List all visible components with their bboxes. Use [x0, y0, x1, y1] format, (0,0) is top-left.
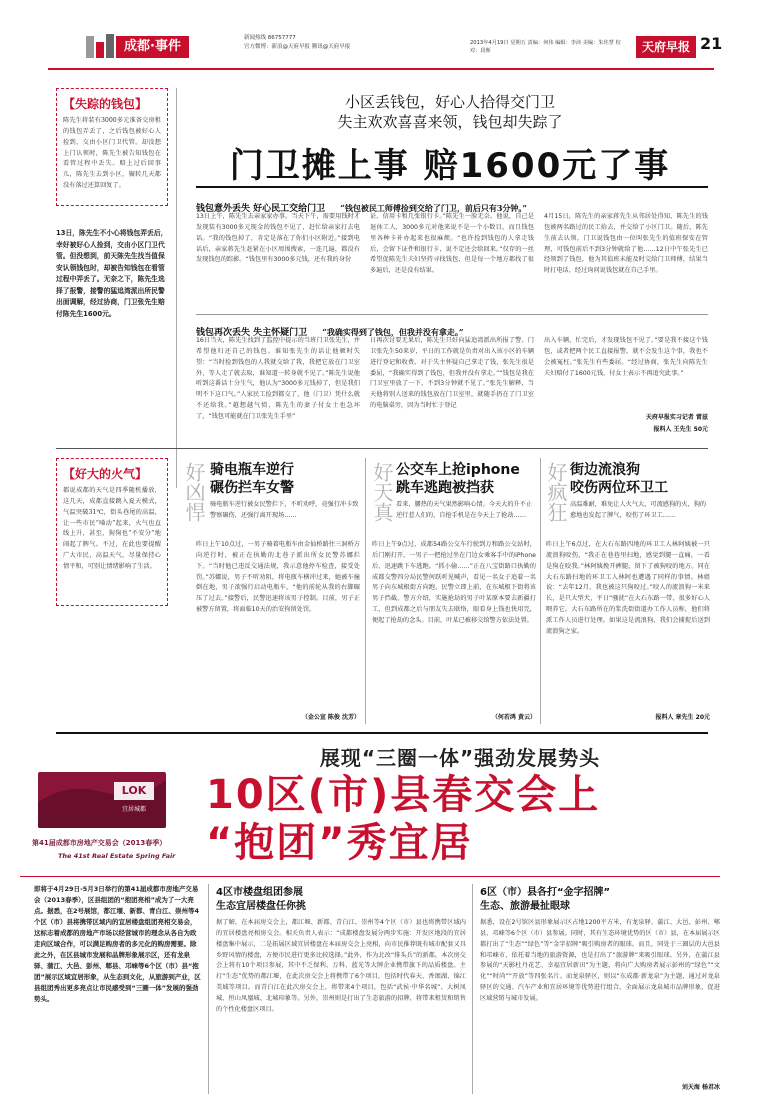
story3-lead: 高温难耐，难免让人火气大，可流感狗的火，狗的愈地也发起了脾气，咬伤了环卫工……	[570, 501, 707, 519]
story2-headline	[396, 462, 536, 497]
weibo-info: 官方微博：新浪@天府早报 腾讯@天府早报	[244, 43, 351, 50]
headline-line: 骑电瓶车逆行	[210, 462, 294, 478]
section-rule	[56, 732, 708, 734]
sidebar-title: 【好大的火气】	[63, 467, 148, 481]
deco-text: 好凶悍	[182, 462, 206, 522]
section-divider	[56, 448, 708, 449]
section1-head: 钱包意外丢失 好心民工交给门卫	[196, 204, 326, 214]
page-number: 21	[700, 34, 723, 53]
expo-title-cn: 第41届成都市房地产交易会（2013春季）	[32, 839, 167, 847]
sidebar-body: 陈先生将装有3000多元准备交房租的钱包弄丢了，之后钱包被好心人捡到，交由小区门卫代管。却没想上门认领时，陈先生被告知钱包在看管过程中丢失。赔上过后回事儿，陈先生去到小区，辗转几天都没有落过还算回复了。	[63, 117, 161, 190]
property-intro: 即将于4月29日-5月3日举行的第41届成都市房地产交易会（2013春季），区县组团的“抱团亮相”成为了一大亮点。据悉，在2号展馆，都江堰、新都、青白江、崇州等4个区（市）县将携带区域内的宜居楼盘组团亮相交易会，这标志着成都的房地产市场以经营城市的理念从各自为政走向区域合作，可以满足购房者的多元化的购房需要。除此之外，在区县城市发展和品牌形象展示区，还有龙泉驿、蒲江、大邑、彭州、郫县、邛崃等6个区（市）县“抱团”展示区域宜居形象，从生态到文化，从旅游到产业，区县组团秀出更多亮点让市民感受到“三圈一体”发展的强劲势头。	[34, 885, 201, 1004]
expo-title-en: The 41st Real Estate Spring Fair	[58, 852, 176, 860]
subtitle-line: 4区市楼盘组团参展	[216, 887, 303, 898]
summary-text: 13日，陈先生不小心将钱包弄丢后，幸好被好心人捡到，交由小区门卫代管。但没想到，前天陈先生找当值保安认领钱包时，却被告知钱包在看管过程中弄丢了。无奈之下，陈先生选择了报警，接警的猛追湾派出所民警出面调解，经过协商，门卫张先生赔付陈先生1600元。	[56, 229, 168, 318]
property-kicker: 展现“三圈一体”强劲发展势头	[319, 746, 601, 770]
property-headline-line2: “抱团”秀宜居	[206, 820, 473, 866]
headline-line: 街边流浪狗	[570, 462, 640, 478]
hotline: 新闻热线 86757777	[244, 35, 296, 41]
story2-lead: 看来，腰热的天气果然影响心情。今天大的升不止逆行惹人们的，自抢手机是在今天上了抢劫……	[396, 501, 533, 519]
story1-body: 昨日上午10点过，一男子骑着电瓶车由金仙桥路往三洞桥方向逆行时，被正在执勤的北巷子派出所女民警苏娜拦下。“当时他已违反交通法规，我示意他停车检查，接受处罚。”苏娜说，男子不听劝阻，将电瓶车横冲过来，她被车撞倒在地，男子欲强行启动电瓶车，“他的前轮从我的右脚碾压了过去。”接警后，民警迅速将该男子控制。目前，男子正被警方留置，将面临10天的治安拘留处罚。	[196, 541, 360, 614]
sub2-title	[480, 886, 720, 914]
byline-tipster: 报料人 王先生 50元	[653, 426, 708, 433]
headline-line: 公交车上抢iphone	[396, 462, 520, 478]
story1-byline: （金公宣 陈俊 沈芳）	[301, 714, 360, 721]
kicker-line-1: 小区丢钱包，好心人拾得交门卫	[344, 93, 555, 111]
contact-info	[244, 34, 350, 52]
main-headline: 门卫摊上事 赔1600元了事	[229, 146, 671, 186]
sub1-title	[216, 886, 456, 914]
column-divider	[365, 458, 366, 724]
logo-sub: 宜居城都	[121, 806, 146, 813]
column-divider	[176, 88, 177, 488]
sidebar-summary	[56, 228, 168, 388]
sidebar-lost-wallet	[56, 88, 168, 206]
story3-body: 昨日上午6点过，在大石东路四地的环卫工人林阿姨被一只流浪狗咬伤，“我正在巷巷里扫地，感觉到腿一直痛，一看是狗在咬我。”林阿姨挽开裤腿，留下了被狗咬的地方。同在大石东路扫地的环卫工人林阿也遭遇了同样的事情。林姐说：“去年12月，我也被这只狗咬过。”咬人的流浪狗一米来长，是只大型犬，平日“骚扰”在大石东路一带，很多好心人喂养它。大石东路所在的浆洗街街道办工作人员称，他们将派工作人员进行处理。如果这是流浪狗，我们会捕捉后送到流浪狗之家。	[546, 541, 710, 635]
byline-reporter: 天府早报实习记者 雷兹	[645, 414, 708, 421]
story1-lead: 骑电瓶车逆行被女民警拦下，不听劝呼，竟强行冲卡致警察碾伤，还强行离开现场……	[210, 501, 359, 519]
subtitle-line: 生态宜居楼盘任你挑	[216, 901, 306, 912]
column-divider	[472, 884, 473, 1094]
main-kicker	[190, 92, 710, 133]
column-divider	[540, 458, 541, 724]
property-byline: 刘天海 杨君冰	[681, 1084, 720, 1091]
section-divider	[20, 876, 720, 877]
story3-headline	[570, 462, 710, 497]
property-headline-line1: 10区(市)县春交会上	[206, 772, 601, 818]
section1-col1: 13日上午，陈先生去亲家家办事。当天下午，需要用钱时才发现装有3000多元现金的钱包不见了，赶忙给亲家打去电话。“我的钱包掉了，肯定是落在了你们小区附近。”接到电话后，亲家蒋先生赶紧在小区周围搜索，一连几遍，都没有发现钱包的踪影。“钱包里有3000多元钱，还有我的身份	[196, 213, 360, 264]
brand-badge: 天府早报	[636, 36, 696, 58]
sidebar-weather	[56, 458, 168, 606]
date-editor: 2013年4月19日 星期五 责编：何伟 编辑：李沛 美编：朱佳慧 校对：段斯	[470, 40, 621, 54]
story1-headline	[210, 462, 360, 497]
expo-logo	[38, 772, 166, 828]
masthead	[0, 0, 764, 70]
deco-text: 好疯狂	[544, 462, 568, 522]
section1-col2: 证、信用卡和几张银行卡。”陈先生一脸无奈。他说，自己是退休工人，3000多元对他来说不是一个小数目，而且钱包里各种卡补办起来也很麻烦。“也许捡到钱包的人拿走钱后，会留下证件和银行卡，说不定还会给回来。”仅存的一丝希望促陈先生夫妇坚持寻找钱包，但是每一个地方都找了很多遍后，还是没有结果。	[370, 213, 534, 275]
story3-byline: 报料人 章先生 20元	[655, 714, 710, 721]
deco-text: 好天真	[370, 462, 394, 522]
column-divider	[208, 884, 209, 1094]
story2-body: 昨日上午9点过，成都54路公交车行驶到万和路公交站时，后门刚打开，一男子一把抢过坐在门边女乘客手中的iPhone后，迅速跳下车逃跑。“抓小偷……”正在八宝街路口执勤的成都交警四分局民警何跃听见喊声，看见一名女子追着一名男子向东城根街方向跑。民警立即上前，在东城根下街将该男子挡截。警方介绍，实施抢劫的男子叶某原本要去新疆打工，但到成都之后与朋友失去联络，眼看身上钱也快用完，便起了抢劫的念头。目前，叶某已被移交给警方依法处置。	[372, 541, 536, 624]
story2-byline: （何若鸿 黄云）	[491, 714, 536, 721]
section2-col1: 16日当天，陈先生找到了监控中提示的当班门卫张先生，并希望他归还自己的钱包。谁知张先生的话让他顿时失望：“当时捡到钱包的人我就交给了我，我把它放在门卫室外，等人走了就去取，谁知道一转身就不见了。”陈先生说他听到这番话十分生气，他认为“3000多元钱掉了，但是我们明不下这口气。”人家民工捡到都交了，他（门卫）凭什么就不还给我。”越想越气愤，陈先生的妻子付女士也急坏了，“钱包可能就在门卫张先生手里”	[196, 337, 360, 420]
sub1-body: 据了解，在本届房交会上，都江堰、新都、青白江、崇州等4个区（市）县也将携带区域内的宜居楼盘亮相房交会。相关负责人表示：“成都楼盘发展分两步实施：开发区地段的宜居楼盘集中展示，二是拓展区域宜居楼盘在本届房交会上亮相，向市民推荐既有城市配套又具乡野风情的楼盘，方便市民进行更多比较选择。”此外，作为北改“排头兵”的新都，本次房交会上将有10个项目参展，其中不乏保利、万科、蓝光等大牌企业携带旗下的品质楼盘。主打“生态”优势的都江堰，在此次房交会上将携带了6个项目，包括时代春天、香颂湖、锦江美域等项目。而青白江在此次房交会上，将带来4个项目，包括“武侯·中华名城”、大树凤城、恒山凤凰城、北城印象等。另外，崇州则是打出了生态旅游的招牌，将带来租赁和销售的个性化楼盘区项目。	[216, 919, 466, 1013]
section1-col3: 4月15日，陈先生的亲家蒋先生从邻居处得知，陈先生的钱包被两名路过的民工拾去，并交给了小区门卫。随后，陈先生前去认领，门卫说钱包由一位叫张先生的值班保安在管理，可钱包前后不到3分钟就给了他……12日中午张先生已经领到了钱包，他为其值班未能及时交给门卫师傅，结果当时打电话，经过询问说钱包就在自己手里。	[544, 213, 708, 275]
expo-logo-icon	[38, 772, 166, 828]
subtitle-line: 6区（市）县各打“金字招牌”	[480, 887, 611, 898]
newspaper-logo-icon	[86, 34, 114, 60]
kicker-line-2: 失主欢欢喜喜来领，钱包却失踪了	[337, 113, 563, 132]
headline-line: 跳车逃跑被挡获	[396, 479, 494, 496]
section2-col2: 日再次讨要无果后，陈先生只好向猛追湾派出所报了警。门卫张先生50来岁，平日的工作就是负责对出入该小区的车辆进行登记和收费。对于失主怀疑自己拿走了钱，张先生很是委屈，“我确实得到了钱包，但我并没有拿走。”“钱包是我在门卫室里放了一下，不到3分钟就不见了。”张先生解释，当天他将别人送来的钱包放在门卫室里，就随手扔在了门卫室的电脑桌旁，因为当时忙于登记	[370, 337, 534, 410]
section2-quote: “我确实得到了钱包，但我并没有拿走。”	[322, 327, 464, 337]
sidebar-body: 都说成都的天气是四季随机播放，这几天，成都直接跳入夏天模式，气温突破31℃，街头巷尾的高温，让一些市民“嗓动”起来，火气也直线上升，甚至，狗狗也“不安分”地闹起了脾气。不过，在此也要提醒广大市民，高温天气，尽量保持心情平和，可别让情绪影响了生活。	[63, 487, 161, 570]
logo-text: LOK	[121, 784, 147, 797]
headline-line: 咬伤两位环卫工	[570, 479, 668, 496]
section2-head: 钱包再次丢失 失主怀疑门卫	[196, 328, 308, 338]
sidebar-title: 【失踪的钱包】	[63, 97, 148, 111]
headline-rule	[196, 186, 708, 188]
section2-col3: 出入车辆，忙完后，才发现钱包不见了。”要是我不接这个钱包，或者把两个民工直接报警，就不会发生这个事，我也不会被冤枉。”张先生有些委屈。“经过协商，张先生向陈先生夫妇赔付了1600元钱，付女士表示不再追究此事。”	[544, 337, 708, 377]
headline-line: 碾伤拦车女警	[210, 479, 294, 496]
subtitle-line: 生态、旅游最扯眼球	[480, 901, 570, 912]
section1-quote: “钱包被民工师傅捡到交给了门卫，前后只有3分钟。”	[340, 203, 528, 213]
masthead-rule	[48, 68, 714, 70]
section-divider	[196, 314, 708, 315]
section-tab: 成都·事件	[116, 36, 189, 58]
sub2-body: 据悉，设在2号馆区县形象展示区占地1200平方米，有龙泉驿、蒲江、大邑、彭州、郫县、邛崃等6个区（市）县参展。同时，其有生态环境优势的区（市）县，在本届展示区都打出了“生态”“绿色”等“金字招牌”吸引购房者的眼球。而且，同处于三圈层的大邑县和邛崃市，依托着当地的旅游资源，也是打出了“旅游牌”来吸引眼球。另外，在蒲江县参展的“天影杜丹花艺、幸福宜居新田”为主题，将向广大购房者展示彭州的“绿色”“文化”“时尚”“开放”等四张名片。而龙泉驿区，则以“东成都·新龙泉”为主题，通过对龙泉驿区的交通、汽车产业和宜居环境等优势进行组合，全面展示龙泉城市品牌形象，促进区域营销与城市发展。	[480, 919, 720, 1002]
